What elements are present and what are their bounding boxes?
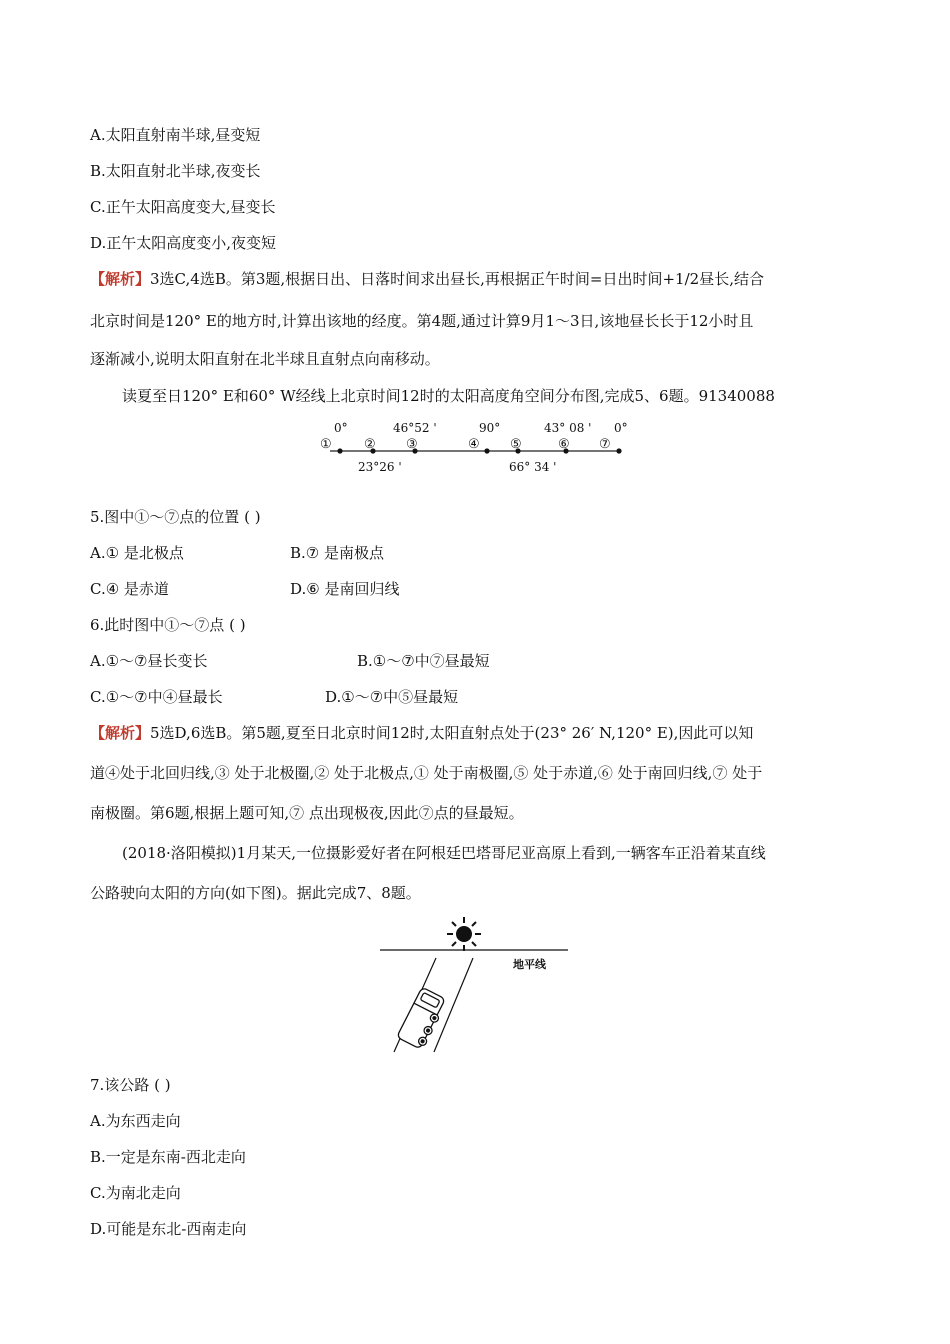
analysis-2-line-2: 道④处于北回归线,③ 处于北极圈,② 处于北极点,① 处于南极圈,⑤ 处于赤道,⑥ 处于南回归线,⑦ 处于 <box>90 764 763 782</box>
option-a-prev: A.太阳直射南半球,昼变短 <box>90 126 261 144</box>
q5-stem: 5.图中①～⑦点的位置 ( ) <box>90 508 261 526</box>
analysis-1-line-1: 【解析】3选C,4选B。第3题,根据日出、日落时间求出昼长,再根据正午时间=日出时间+1/2昼长,结合 <box>90 270 764 288</box>
intro-q7-q8-line-1: (2018·洛阳模拟)1月某天,一位摄影爱好者在阿根廷巴塔哥尼亚高原上看到,一辆客车正沿着某直线 <box>122 844 766 862</box>
point-4-dot <box>484 448 489 453</box>
q7-option-c: C.为南北走向 <box>90 1184 181 1202</box>
bottom-label-2: 66° 34 ' <box>509 460 557 474</box>
top-label-1: 0° <box>334 421 348 435</box>
top-label-2: 46°52 ' <box>393 421 437 435</box>
intro-q5-q6: 读夏至日120° E和60° W经线上北京时间12时的太阳高度角空间分布图,完成5、6题。91340088 <box>122 387 775 405</box>
q7-stem: 7.该公路 ( ) <box>90 1076 171 1094</box>
q7-option-d: D.可能是东北-西南走向 <box>90 1220 247 1238</box>
analysis-1-line-2: 北京时间是120° E的地方时,计算出该地的经度。第4题,通过计算9月1～3日,该地昼长长于12小时且 <box>90 312 754 330</box>
q7-option-a: A.为东西走向 <box>90 1112 181 1130</box>
option-c-prev: C.正午太阳高度变大,昼变长 <box>90 198 276 216</box>
q6-option-c: C.①～⑦中④昼最长 <box>90 688 223 706</box>
q7-option-b: B.一定是东南-西北走向 <box>90 1148 246 1166</box>
option-d-prev: D.正午太阳高度变小,夜变短 <box>90 234 277 252</box>
point-7-label: ⑦ <box>599 437 611 452</box>
q6-option-d: D.①～⑦中⑤昼最短 <box>325 688 459 706</box>
point-1-dot <box>337 448 342 453</box>
analysis-2-line-3: 南极圈。第6题,根据上题可知,⑦ 点出现极夜,因此⑦点的昼最短。 <box>90 804 524 822</box>
point-4-label: ④ <box>468 437 480 452</box>
q6-option-b: B.①～⑦中⑦昼最短 <box>357 652 490 670</box>
q5-option-d: D.⑥ 是南回归线 <box>290 580 400 598</box>
q5-option-a: A.① 是北极点 <box>90 544 184 562</box>
q6-option-a: A.①～⑦昼长变长 <box>90 652 208 670</box>
q5-option-c: C.④ 是赤道 <box>90 580 169 598</box>
analysis-tag: 【解析】 <box>90 270 151 288</box>
analysis-1-line-3: 逐渐减小,说明太阳直射在北半球且直射点向南移动。 <box>90 350 440 368</box>
q6-stem: 6.此时图中①～⑦点 ( ) <box>90 616 246 634</box>
top-label-4: 43° 08 ' <box>544 421 592 435</box>
bus-road-figure <box>378 914 578 1064</box>
bus-icon <box>397 987 448 1050</box>
top-label-5: 0° <box>614 421 628 435</box>
q5-option-b: B.⑦ 是南极点 <box>290 544 385 562</box>
bottom-label-1: 23°26 ' <box>358 460 402 474</box>
point-6-label: ⑥ <box>558 437 570 452</box>
analysis-2-line-1: 【解析】5选D,6选B。第5题,夏至日北京时间12时,太阳直射点处于(23° 26′ N,120° E),因此可以知 <box>90 724 754 742</box>
point-2-label: ② <box>364 437 376 452</box>
point-3-label: ③ <box>406 437 418 452</box>
option-b-prev: B.太阳直射北半球,夜变长 <box>90 162 261 180</box>
sun-icon <box>447 917 481 951</box>
point-7-dot <box>616 448 621 453</box>
intro-q7-q8-line-2: 公路驶向太阳的方向(如下图)。据此完成7、8题。 <box>90 884 421 902</box>
sun-altitude-figure <box>318 418 638 480</box>
horizon-label: 地平线 <box>513 958 546 971</box>
point-1-label: ① <box>320 437 332 452</box>
analysis-tag-2: 【解析】 <box>90 724 151 742</box>
point-5-label: ⑤ <box>510 437 522 452</box>
top-label-3: 90° <box>479 421 501 435</box>
